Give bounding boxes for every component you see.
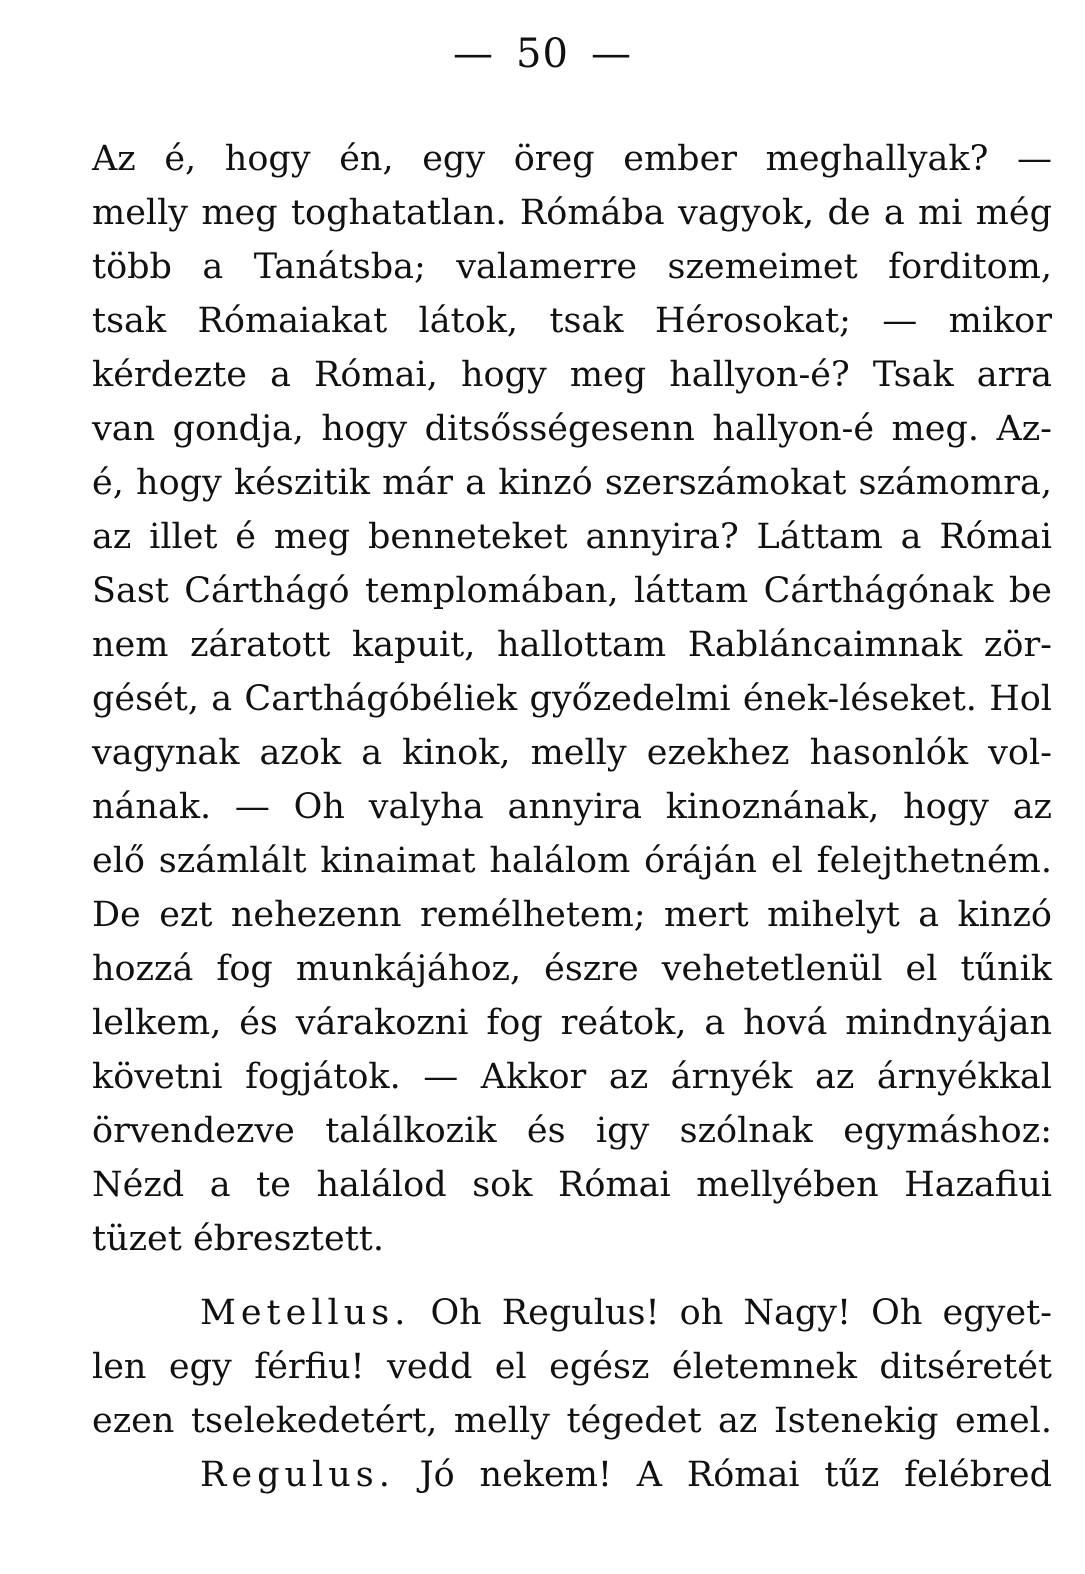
text-line: több a Tanátsba; valamerre szemeimet forditom,: [92, 247, 1052, 287]
text-line: Az é, hogy én, egy öreg ember meghallyak? —: [92, 139, 1052, 179]
text-line: melly meg toghatatlan. Rómába vagyok, de a mi még: [92, 193, 1052, 233]
text-line: Nézd a te halálod sok Római mellyében Hazafiui: [92, 1165, 1052, 1205]
speech-text: Oh Regulus! oh Nagy! Oh egyet-: [430, 1293, 1052, 1333]
speaker-name-regulus: Regulus.: [200, 1455, 395, 1495]
speech-line: len egy férfiu! vedd el egész életemnek ditséretét: [92, 1347, 1052, 1387]
speech-line: [92, 1286, 1052, 1340]
text-line: van gondja, hogy ditsősségesenn hallyon-é meg. Az-: [92, 409, 1052, 449]
text-line: hozzá fog munkájához, észre vehetetlenül el tűnik: [92, 949, 1052, 989]
text-line: örvendezve találkozik és igy szólnak egymáshoz:: [92, 1111, 1052, 1151]
speech-line: ezen tselekedetért, melly tégedet az Istenekig emel.: [92, 1401, 1052, 1441]
text-line: lelkem, és várakozni fog reátok, a hová mindnyájan: [92, 1003, 1052, 1043]
page-header: [0, 30, 1085, 78]
page-number: 50: [516, 31, 569, 77]
text-line: tsak Rómaiakat látok, tsak Hérosokat; — mikor: [92, 301, 1052, 341]
text-line: gését, a Carthágóbéliek győzedelmi ének-léseket. Hol: [92, 679, 1052, 719]
text-line: nem záratott kapuit, hallottam Rabláncaimnak zör-: [92, 625, 1052, 665]
text-line: követni fogjátok. — Akkor az árnyék az árnyékkal: [92, 1057, 1052, 1097]
page-body: [92, 132, 1052, 1502]
text-line: tüzet ébresztett.: [92, 1219, 384, 1259]
text-line: kérdezte a Római, hogy meg hallyon-é? Tsak arra: [92, 355, 1052, 395]
text-line: nának. — Oh valyha annyira kinoznának, hogy az: [92, 787, 1052, 827]
text-line: az illet é meg benneteket annyira? Láttam a Római: [92, 517, 1052, 557]
speech-line: [92, 1448, 1052, 1502]
text-line: é, hogy készitik már a kinzó szerszámokat számomra,: [92, 463, 1052, 503]
text-line: Sast Cárthágó templomában, láttam Cárthágónak be: [92, 571, 1052, 611]
regulus-speech: [92, 1448, 1052, 1502]
text-line: De ezt nehezenn remélhetem; mert mihelyt a kinzó: [92, 895, 1052, 935]
paragraph: [92, 132, 1052, 1266]
speaker-name-metellus: Metellus.: [200, 1293, 411, 1333]
header-dash-left: —: [453, 31, 495, 77]
metellus-speech: [92, 1286, 1052, 1448]
speech-text: Jó nekem! A Római tűz felébred: [419, 1455, 1052, 1495]
header-dash-right: —: [590, 31, 632, 77]
text-line: vagynak azok a kinok, melly ezekhez hasonlók vol-: [92, 733, 1052, 773]
text-line: elő számlált kinaimat halálom óráján el felejthetném.: [92, 841, 1052, 881]
